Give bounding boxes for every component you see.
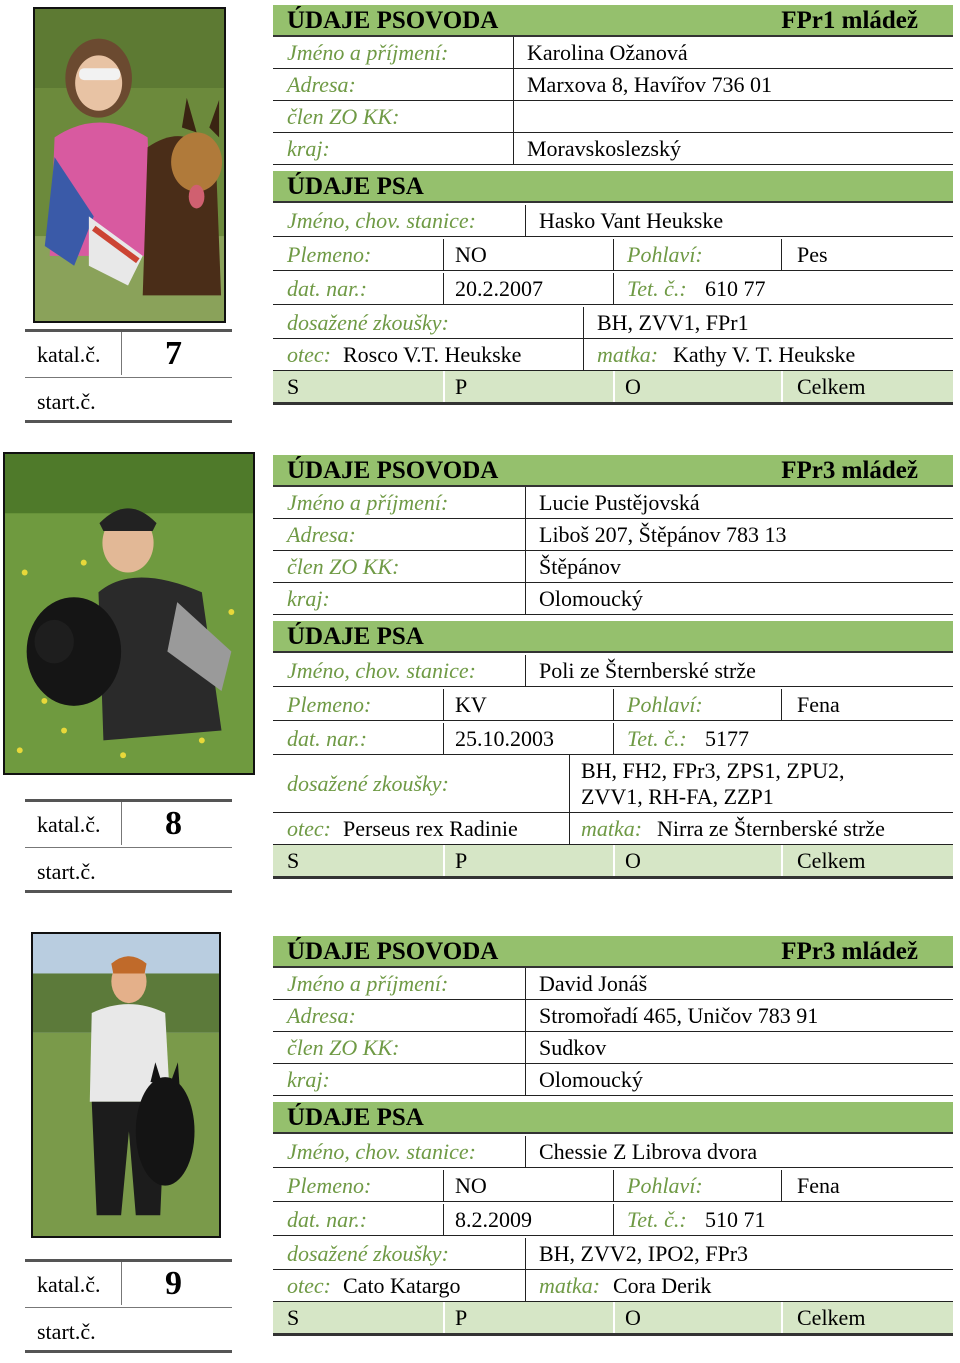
catalog-number: 7	[165, 335, 182, 372]
score-total-label: Celkem	[797, 848, 866, 873]
address-label: Adresa:	[287, 522, 356, 547]
dog-name-label: Jméno, chov. stanice:	[287, 658, 476, 683]
handler-name-label: Jméno a příjmení:	[287, 971, 449, 996]
member-label: člen ZO KK:	[287, 104, 400, 129]
mother-value: Nirra ze Šternberské strže	[657, 816, 885, 841]
member-value: Sudkov	[539, 1035, 607, 1060]
sex-label: Pohlaví:	[627, 1173, 703, 1198]
sex-value: Pes	[797, 242, 828, 267]
region-value: Moravskoslezský	[527, 136, 681, 161]
score-total-label: Celkem	[797, 374, 866, 399]
katal-label: katal.č.	[37, 1272, 101, 1297]
score-o-label: O	[625, 374, 641, 399]
handler-name-value: Karolina Ožanová	[527, 40, 688, 65]
dob-value: 8.2.2009	[455, 1207, 532, 1232]
father-value: Rosco V.T. Heukske	[343, 342, 522, 367]
score-o-label: O	[625, 1305, 641, 1330]
dog-name-value: Chessie Z Librova dvora	[539, 1139, 758, 1164]
tattoo-label: Tet. č.:	[627, 1207, 687, 1232]
breed-value: NO	[455, 242, 487, 267]
sex-value: Fena	[797, 692, 840, 717]
handler-name-label: Jméno a příjmení:	[287, 490, 449, 515]
sex-label: Pohlaví:	[627, 242, 703, 267]
mother-label: matka:	[539, 1273, 601, 1298]
tattoo-label: Tet. č.:	[627, 726, 687, 751]
tattoo-value: 5177	[705, 726, 749, 751]
score-p-label: P	[455, 374, 468, 399]
father-value: Cato Katargo	[343, 1273, 461, 1298]
handler-photo	[3, 452, 255, 775]
catalog-box	[25, 799, 232, 893]
sex-label: Pohlaví:	[627, 692, 703, 717]
address-value: Liboš 207, Štěpánov 783 13	[539, 522, 787, 547]
region-label: kraj:	[287, 1067, 330, 1092]
score-o-label: O	[625, 848, 641, 873]
score-p-label: P	[455, 1305, 468, 1330]
katal-label: katal.č.	[37, 812, 101, 837]
father-label: otec:	[287, 342, 331, 367]
score-total-label: Celkem	[797, 1305, 866, 1330]
address-label: Adresa:	[287, 72, 356, 97]
category-label: FPr3 mládež	[781, 938, 918, 965]
father-label: otec:	[287, 1273, 331, 1298]
breed-value: NO	[455, 1173, 487, 1198]
catalog-number: 9	[165, 1265, 182, 1302]
category-label: FPr1 mládež	[781, 7, 918, 34]
dog-name-label: Jméno, chov. stanice:	[287, 208, 476, 233]
exams-label: dosažené zkoušky:	[287, 1241, 449, 1266]
dob-label: dat. nar.:	[287, 726, 368, 751]
region-value: Olomoucký	[539, 1067, 643, 1092]
region-label: kraj:	[287, 586, 330, 611]
dog-name-value: Hasko Vant Heukske	[539, 208, 724, 233]
start-label: start.č.	[37, 859, 96, 884]
exams-label: dosažené zkoušky:	[287, 310, 449, 335]
catalog-number: 8	[165, 805, 182, 842]
dog-section-title: ÚDAJE PSA	[287, 173, 424, 200]
father-value: Perseus rex Radinie	[343, 816, 518, 841]
catalog-box	[25, 329, 232, 423]
catalog-box	[25, 1259, 232, 1353]
dog-section-title: ÚDAJE PSA	[287, 623, 424, 650]
handler-name-value: Lucie Pustějovská	[539, 490, 700, 515]
handler-section-title: ÚDAJE PSOVODA	[287, 457, 499, 484]
dob-label: dat. nar.:	[287, 276, 368, 301]
handler-name-value: David Jonáš	[539, 971, 648, 996]
address-value: Stromořadí 465, Uničov 783 91	[539, 1003, 819, 1028]
mother-label: matka:	[597, 342, 659, 367]
address-label: Adresa:	[287, 1003, 356, 1028]
region-value: Olomoucký	[539, 586, 643, 611]
mother-label: matka:	[581, 816, 643, 841]
region-label: kraj:	[287, 136, 330, 161]
breed-label: Plemeno:	[287, 242, 372, 267]
category-label: FPr3 mládež	[781, 457, 918, 484]
dog-name-value: Poli ze Šternberské strže	[539, 658, 756, 683]
member-value: Štěpánov	[539, 554, 621, 579]
breed-value: KV	[455, 692, 487, 717]
breed-label: Plemeno:	[287, 1173, 372, 1198]
tattoo-value: 610 77	[705, 276, 766, 301]
handler-photo	[31, 932, 221, 1238]
handler-section-title: ÚDAJE PSOVODA	[287, 7, 499, 34]
score-p-label: P	[455, 848, 468, 873]
exams-label: dosažené zkoušky:	[287, 771, 449, 796]
dob-value: 20.2.2007	[455, 276, 543, 301]
dob-label: dat. nar.:	[287, 1207, 368, 1232]
tattoo-value: 510 71	[705, 1207, 766, 1232]
member-label: člen ZO KK:	[287, 1035, 400, 1060]
tattoo-label: Tet. č.:	[627, 276, 687, 301]
mother-value: Cora Derik	[613, 1273, 712, 1298]
address-value: Marxova 8, Havířov 736 01	[527, 72, 773, 97]
breed-label: Plemeno:	[287, 692, 372, 717]
sex-value: Fena	[797, 1173, 840, 1198]
dog-section-title: ÚDAJE PSA	[287, 1104, 424, 1131]
mother-value: Kathy V. T. Heukske	[673, 342, 856, 367]
score-s-label: S	[287, 1305, 300, 1330]
handler-section-title: ÚDAJE PSOVODA	[287, 938, 499, 965]
father-label: otec:	[287, 816, 331, 841]
dog-name-label: Jméno, chov. stanice:	[287, 1139, 476, 1164]
katal-label: katal.č.	[37, 342, 101, 367]
exams-value: BH, ZVV2, IPO2, FPr3	[539, 1241, 749, 1266]
handler-name-label: Jméno a příjmení:	[287, 40, 449, 65]
exams-value: BH, ZVV1, FPr1	[597, 310, 749, 335]
score-s-label: S	[287, 848, 300, 873]
member-label: člen ZO KK:	[287, 554, 400, 579]
score-s-label: S	[287, 374, 300, 399]
start-label: start.č.	[37, 389, 96, 414]
handler-photo	[33, 7, 226, 323]
dob-value: 25.10.2003	[455, 726, 554, 751]
start-label: start.č.	[37, 1319, 96, 1344]
exams-value: BH, FH2, FPr3, ZPS1, ZPU2, ZVV1, RH-FA, ZZP1	[581, 758, 845, 809]
